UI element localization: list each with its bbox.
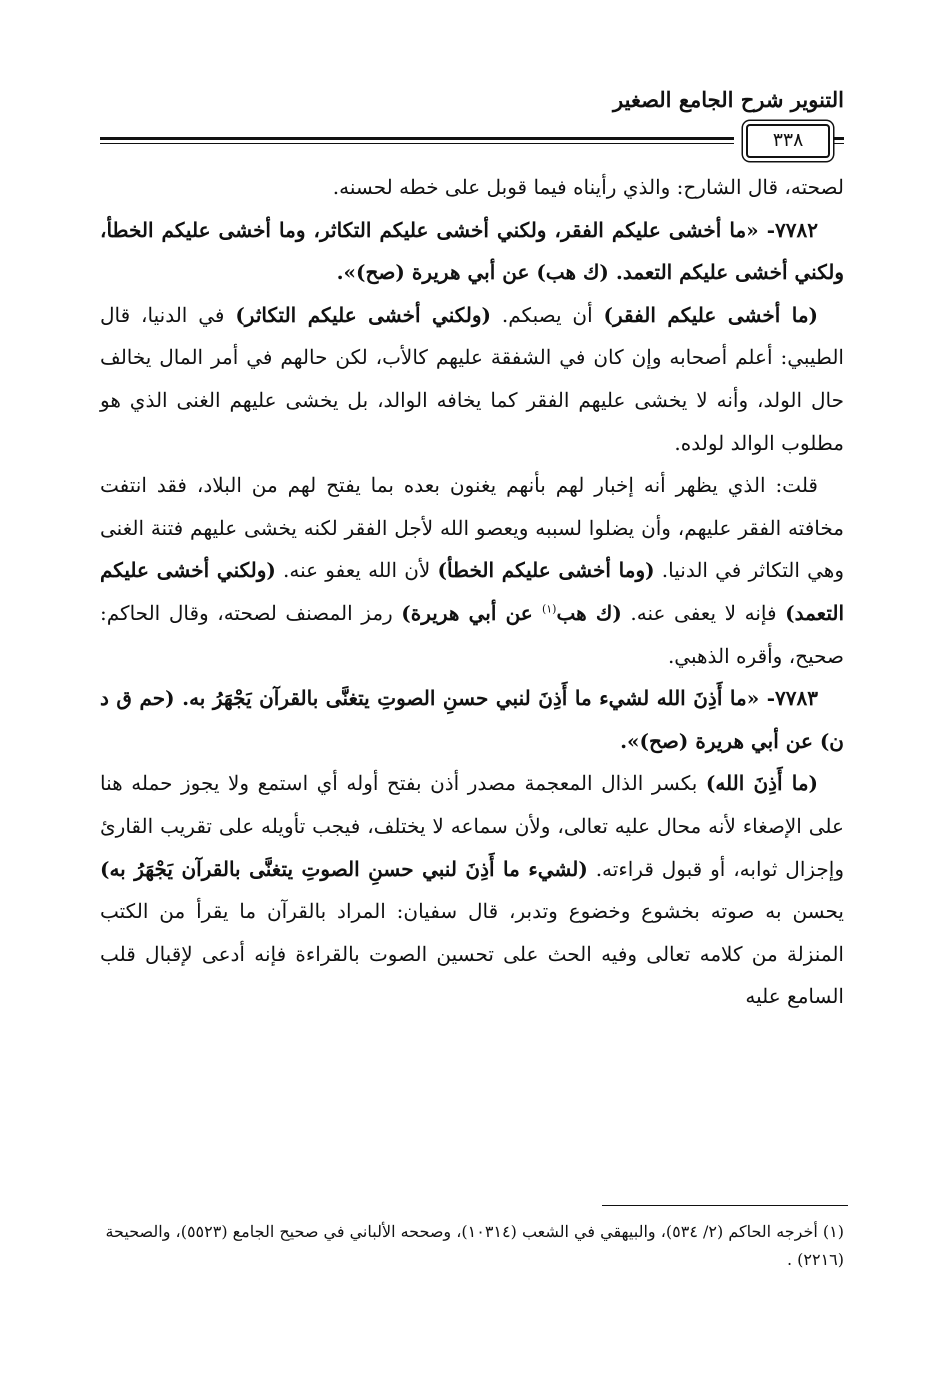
quote-span: (ما أَذِنَ الله) [705,771,818,796]
double-rule-line [100,137,734,144]
quote-span: (ك هب [556,600,622,625]
text-span: بكسر الذال المعجمة مصدر أذن بفتح أوله أي استمع ولا يجوز حمله هنا على الإصغاء لأنه محال عليه تعالى، ولأن سماعه لا يختلف، فيجب تأويله على تقريب القارئ وإجزال ثوابه، أو قبول قراءته. [100,771,844,881]
quote-span: (ولكني أخشى عليكم التعمد) [100,558,844,625]
quote-span: (ولكني أخشى عليكم التكاثر) [235,302,492,327]
text-span: فإنه لا يعفى عنه. [621,600,786,625]
paragraph-4 [100,464,844,677]
footnotes [100,1218,844,1274]
paragraph-1: لصحته، قال الشارح: والذي رأيناه فيما قوبل على خطه لحسنه. [332,175,844,199]
footnote-1: (١) أخرجه الحاكم (٢/ ٥٣٤)، والبيهقي في الشعب (١٠٣١٤)، وصححه الألباني في صحيح الجامع (٥٥٢٣)، والصحيحة (٢٢١٦) . [105,1222,844,1269]
body-text [100,166,844,1018]
text-span: رمز المصنف لصحته، وقال الحاكم: صحيح، وأقره الذهبي. [100,600,844,668]
paragraph-6 [100,762,844,1018]
page-number: ٣٣٨ [746,124,830,158]
footnote-marker[interactable]: (١) [541,602,557,616]
quote-span: (ما أخشى عليكم الفقر) [603,302,819,327]
text-span: قلت: الذي يظهر أنه إخبار لهم بأنهم يغنون بعده بما يفتح لهم من البلاد، فقد انتفت مخافته الفقر عليهم، وأن يضلوا لسببه ويعصو الله لأجل الفقر لكنه يخشى عليهم فتنة الغنى وهي التكاثر في الدنيا. [100,473,844,583]
running-header: التنوير شرح الجامع الصغير [613,87,844,112]
page [100,80,844,1018]
header-rule [100,124,844,158]
footnote-separator [602,1205,848,1206]
text-span: يحسن به صوته بخشوع وخضوع وتدبر، قال سفيان: المراد بالقرآن ما يقرأ من الكتب المنزلة من كلامه تعالى وفيه الحث على تحسين الصوت بالقراءة فإنه أدعى لإقبال قلب السامع عليه [100,899,844,1009]
quote-span: (لشيء ما أَذِنَ لنبي حسنِ الصوتِ يتغنَّى بالقرآن يَجْهَرُ به) [100,856,588,881]
quote-span: عن أبي هريرة) [401,600,542,625]
double-rule-end [834,137,844,144]
quote-span: (وما أخشى عليكم الخطأ) [437,558,655,583]
hadith-7783: ٧٧٨٣- «ما أَذِنَ الله لشيء ما أَذِنَ لنبي حسنِ الصوتِ يتغنَّى بالقرآن يَجْهَرُ به. (حم ق د ن) عن أبي هريرة (صح)». [100,686,844,753]
hadith-7782: ٧٧٨٢- «ما أخشى عليكم الفقر، ولكني أخشى عليكم التكاثر، وما أخشى عليكم الخطأ، ولكني أخشى عليكم التعمد. (ك هب) عن أبي هريرة (صح)». [100,217,844,285]
text-span: أن يصبكم. [491,302,604,327]
text-span: لأن الله يعفو عنه. [275,558,438,583]
text-span: في الدنيا، قال الطيبي: أعلم أصحابه وإن كان في الشفقة عليهم كالأب، لكن حالهم في أمر المال يخالف حال الولد، وأنه لا يخشى عليهم الفقر كما يخافه الوالد، بل يخشى عليهم الغنى الذي هو مطلوب الوالد لولده. [100,302,844,455]
paragraph-3 [100,294,844,464]
